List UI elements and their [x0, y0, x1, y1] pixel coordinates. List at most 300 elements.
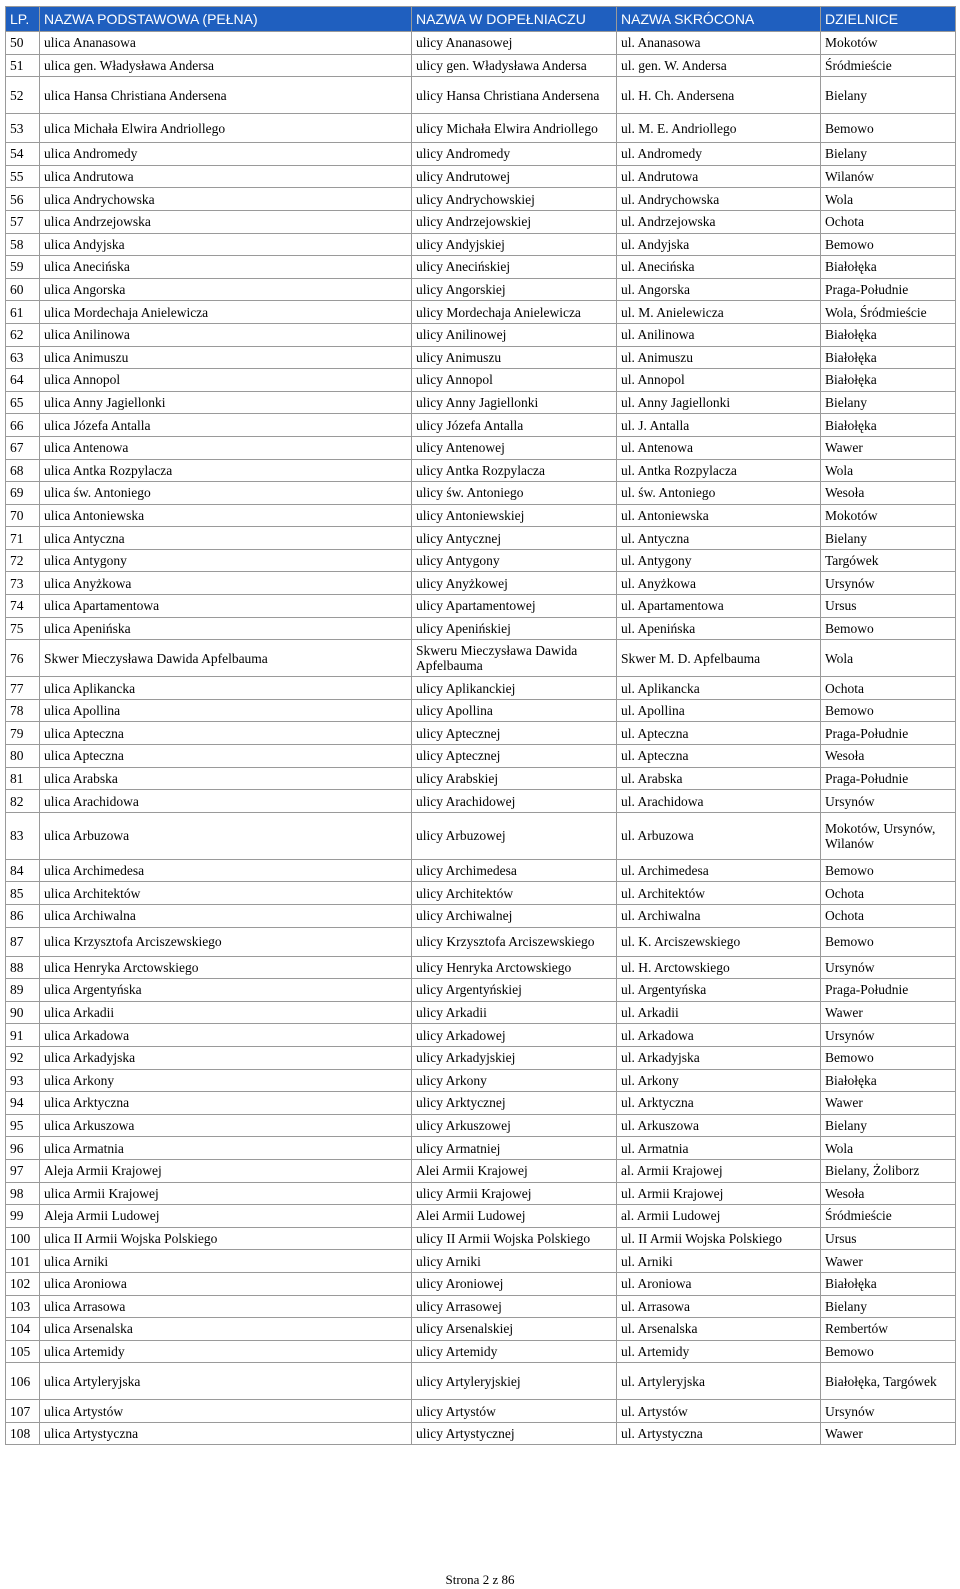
row-number-cell: 72 — [6, 549, 40, 572]
table-row — [6, 1250, 956, 1273]
districts-cell: Bielany — [821, 77, 956, 114]
full-name-cell: ulica Anyżkowa — [40, 572, 412, 595]
row-number-cell: 68 — [6, 459, 40, 482]
full-name-cell: ulica Arniki — [40, 1250, 412, 1273]
genitive-name-cell: ulicy Antenowej — [412, 436, 617, 459]
table-row — [6, 1137, 956, 1160]
districts-cell: Rembertów — [821, 1318, 956, 1341]
table-row — [6, 323, 956, 346]
row-number-cell: 77 — [6, 677, 40, 700]
full-name-cell: ulica Henryka Arctowskiego — [40, 956, 412, 979]
full-name-cell: ulica Artyleryjska — [40, 1363, 412, 1400]
table-row — [6, 210, 956, 233]
table-row — [6, 32, 956, 55]
short-name-cell: ul. M. E. Andriollego — [617, 114, 821, 143]
row-number-cell: 76 — [6, 640, 40, 677]
table-row — [6, 1227, 956, 1250]
short-name-cell: ul. Arniki — [617, 1250, 821, 1273]
full-name-cell: ulica Arktyczna — [40, 1092, 412, 1115]
districts-cell: Wawer — [821, 436, 956, 459]
districts-cell: Ursynów — [821, 1400, 956, 1423]
full-name-cell: ulica Ananasowa — [40, 32, 412, 55]
full-name-cell: ulica Apteczna — [40, 722, 412, 745]
col-header-districts: DZIELNICE — [821, 7, 956, 32]
row-number-cell: 57 — [6, 210, 40, 233]
districts-cell: Białołęka — [821, 414, 956, 437]
row-number-cell: 100 — [6, 1227, 40, 1250]
genitive-name-cell: ulicy Archiwalnej — [412, 905, 617, 928]
table-row — [6, 77, 956, 114]
short-name-cell: ul. H. Arctowskiego — [617, 956, 821, 979]
full-name-cell: ulica Michała Elwira Andriollego — [40, 114, 412, 143]
short-name-cell: ul. Armii Krajowej — [617, 1182, 821, 1205]
table-row — [6, 722, 956, 745]
genitive-name-cell: ulicy Argentyńskiej — [412, 979, 617, 1002]
table-row — [6, 927, 956, 956]
row-number-cell: 61 — [6, 301, 40, 324]
genitive-name-cell: ulicy Mordechaja Anielewicza — [412, 301, 617, 324]
row-number-cell: 75 — [6, 617, 40, 640]
full-name-cell: ulica Arrasowa — [40, 1295, 412, 1318]
genitive-name-cell: ulicy Krzysztofa Arciszewskiego — [412, 927, 617, 956]
genitive-name-cell: ulicy Arsenalskiej — [412, 1318, 617, 1341]
table-row — [6, 346, 956, 369]
short-name-cell: al. Armii Krajowej — [617, 1159, 821, 1182]
row-number-cell: 90 — [6, 1001, 40, 1024]
full-name-cell: ulica Arkuszowa — [40, 1114, 412, 1137]
table-row — [6, 1400, 956, 1423]
table-row — [6, 1092, 956, 1115]
short-name-cell: ul. Andrutowa — [617, 165, 821, 188]
genitive-name-cell: Skweru Mieczysława Dawida Apfelbauma — [412, 640, 617, 677]
full-name-cell: ulica Annopol — [40, 369, 412, 392]
table-row — [6, 114, 956, 143]
table-row — [6, 256, 956, 279]
table-row — [6, 188, 956, 211]
genitive-name-cell: Alei Armii Krajowej — [412, 1159, 617, 1182]
genitive-name-cell: ulicy Arrasowej — [412, 1295, 617, 1318]
genitive-name-cell: ulicy Anecińskiej — [412, 256, 617, 279]
short-name-cell: ul. Antka Rozpylacza — [617, 459, 821, 482]
full-name-cell: ulica Apollina — [40, 699, 412, 722]
genitive-name-cell: ulicy Artyleryjskiej — [412, 1363, 617, 1400]
row-number-cell: 50 — [6, 32, 40, 55]
short-name-cell: ul. Ananasowa — [617, 32, 821, 55]
short-name-cell: ul. J. Antalla — [617, 414, 821, 437]
row-number-cell: 106 — [6, 1363, 40, 1400]
row-number-cell: 74 — [6, 595, 40, 618]
row-number-cell: 99 — [6, 1205, 40, 1228]
full-name-cell: ulica Krzysztofa Arciszewskiego — [40, 927, 412, 956]
table-row — [6, 882, 956, 905]
genitive-name-cell: ulicy Józefa Antalla — [412, 414, 617, 437]
table-row — [6, 1001, 956, 1024]
genitive-name-cell: ulicy Ananasowej — [412, 32, 617, 55]
row-number-cell: 67 — [6, 436, 40, 459]
full-name-cell: ulica Arkadowa — [40, 1024, 412, 1047]
districts-cell: Targówek — [821, 549, 956, 572]
table-row — [6, 745, 956, 768]
short-name-cell: ul. Andyjska — [617, 233, 821, 256]
row-number-cell: 73 — [6, 572, 40, 595]
row-number-cell: 78 — [6, 699, 40, 722]
full-name-cell: ulica Antygony — [40, 549, 412, 572]
row-number-cell: 88 — [6, 956, 40, 979]
table-row — [6, 1182, 956, 1205]
table-row — [6, 1024, 956, 1047]
districts-cell: Wola, Śródmieście — [821, 301, 956, 324]
short-name-cell: ul. Artystyczna — [617, 1422, 821, 1445]
row-number-cell: 70 — [6, 504, 40, 527]
table-row — [6, 956, 956, 979]
table-row — [6, 1046, 956, 1069]
genitive-name-cell: ulicy św. Antoniego — [412, 482, 617, 505]
table-row — [6, 1318, 956, 1341]
districts-cell: Białołęka — [821, 369, 956, 392]
full-name-cell: ulica Apartamentowa — [40, 595, 412, 618]
districts-cell: Bemowo — [821, 114, 956, 143]
genitive-name-cell: ulicy Apollina — [412, 699, 617, 722]
table-row — [6, 54, 956, 77]
short-name-cell: ul. H. Ch. Andersena — [617, 77, 821, 114]
full-name-cell: ulica Animuszu — [40, 346, 412, 369]
row-number-cell: 92 — [6, 1046, 40, 1069]
row-number-cell: 87 — [6, 927, 40, 956]
genitive-name-cell: ulicy Annopol — [412, 369, 617, 392]
col-header-short-name: NAZWA SKRÓCONA — [617, 7, 821, 32]
genitive-name-cell: ulicy Andromedy — [412, 143, 617, 166]
row-number-cell: 89 — [6, 979, 40, 1002]
full-name-cell: ulica Anecińska — [40, 256, 412, 279]
short-name-cell: ul. Arsenalska — [617, 1318, 821, 1341]
genitive-name-cell: ulicy Antygony — [412, 549, 617, 572]
districts-cell: Praga-Południe — [821, 722, 956, 745]
genitive-name-cell: ulicy Arachidowej — [412, 790, 617, 813]
genitive-name-cell: ulicy Archimedesa — [412, 859, 617, 882]
table-row — [6, 640, 956, 677]
genitive-name-cell: ulicy Anilinowej — [412, 323, 617, 346]
row-number-cell: 86 — [6, 905, 40, 928]
full-name-cell: ulica Aroniowa — [40, 1272, 412, 1295]
page-number: Strona 2 z 86 — [445, 1572, 515, 1587]
street-table — [5, 6, 956, 1445]
full-name-cell: ulica Argentyńska — [40, 979, 412, 1002]
row-number-cell: 101 — [6, 1250, 40, 1273]
full-name-cell: ulica Architektów — [40, 882, 412, 905]
table-row — [6, 905, 956, 928]
genitive-name-cell: ulicy gen. Władysława Andersa — [412, 54, 617, 77]
full-name-cell: ulica Arkadyjska — [40, 1046, 412, 1069]
table-row — [6, 1114, 956, 1137]
genitive-name-cell: ulicy Antycznej — [412, 527, 617, 550]
table-row — [6, 414, 956, 437]
table-row — [6, 482, 956, 505]
table-row — [6, 143, 956, 166]
table-row — [6, 767, 956, 790]
row-number-cell: 60 — [6, 278, 40, 301]
districts-cell: Wawer — [821, 1250, 956, 1273]
districts-cell: Wilanów — [821, 165, 956, 188]
genitive-name-cell: ulicy Armatniej — [412, 1137, 617, 1160]
table-row — [6, 812, 956, 859]
row-number-cell: 80 — [6, 745, 40, 768]
short-name-cell: ul. Arrasowa — [617, 1295, 821, 1318]
table-row — [6, 859, 956, 882]
districts-cell: Bemowo — [821, 927, 956, 956]
row-number-cell: 56 — [6, 188, 40, 211]
districts-cell: Białołęka — [821, 346, 956, 369]
short-name-cell: ul. M. Anielewicza — [617, 301, 821, 324]
genitive-name-cell: ulicy Aplikanckiej — [412, 677, 617, 700]
row-number-cell: 98 — [6, 1182, 40, 1205]
short-name-cell: ul. Artystów — [617, 1400, 821, 1423]
full-name-cell: ulica Andromedy — [40, 143, 412, 166]
full-name-cell: ulica Antoniewska — [40, 504, 412, 527]
districts-cell: Ursynów — [821, 1024, 956, 1047]
genitive-name-cell: ulicy Architektów — [412, 882, 617, 905]
table-row — [6, 617, 956, 640]
districts-cell: Bemowo — [821, 1046, 956, 1069]
genitive-name-cell: ulicy Artystów — [412, 1400, 617, 1423]
districts-cell: Śródmieście — [821, 54, 956, 77]
genitive-name-cell: ulicy Andrutowej — [412, 165, 617, 188]
row-number-cell: 102 — [6, 1272, 40, 1295]
col-header-lp: LP. — [6, 7, 40, 32]
districts-cell: Ochota — [821, 905, 956, 928]
street-register — [5, 6, 955, 1445]
short-name-cell: ul. Anilinowa — [617, 323, 821, 346]
districts-cell: Wola — [821, 640, 956, 677]
table-row — [6, 790, 956, 813]
full-name-cell: ulica Antyczna — [40, 527, 412, 550]
genitive-name-cell: ulicy Arkony — [412, 1069, 617, 1092]
genitive-name-cell: ulicy II Armii Wojska Polskiego — [412, 1227, 617, 1250]
genitive-name-cell: ulicy Artemidy — [412, 1340, 617, 1363]
short-name-cell: ul. Aplikancka — [617, 677, 821, 700]
districts-cell: Bemowo — [821, 617, 956, 640]
table-body — [6, 32, 956, 1445]
row-number-cell: 97 — [6, 1159, 40, 1182]
table-row — [6, 301, 956, 324]
short-name-cell: ul. Armatnia — [617, 1137, 821, 1160]
districts-cell: Ochota — [821, 210, 956, 233]
full-name-cell: ulica Armatnia — [40, 1137, 412, 1160]
row-number-cell: 107 — [6, 1400, 40, 1423]
full-name-cell: ulica Andrzejowska — [40, 210, 412, 233]
table-row — [6, 459, 956, 482]
genitive-name-cell: ulicy Angorskiej — [412, 278, 617, 301]
short-name-cell: ul. Antygony — [617, 549, 821, 572]
short-name-cell: ul. Annopol — [617, 369, 821, 392]
full-name-cell: ulica Arsenalska — [40, 1318, 412, 1341]
full-name-cell: ulica Arachidowa — [40, 790, 412, 813]
districts-cell: Białołęka, Targówek — [821, 1363, 956, 1400]
full-name-cell: ulica Antka Rozpylacza — [40, 459, 412, 482]
full-name-cell: ulica Artystów — [40, 1400, 412, 1423]
districts-cell: Bielany — [821, 391, 956, 414]
full-name-cell: ulica Andrychowska — [40, 188, 412, 211]
districts-cell: Wola — [821, 459, 956, 482]
full-name-cell: ulica Angorska — [40, 278, 412, 301]
row-number-cell: 79 — [6, 722, 40, 745]
districts-cell: Wola — [821, 1137, 956, 1160]
districts-cell: Bielany, Żoliborz — [821, 1159, 956, 1182]
districts-cell: Mokotów — [821, 504, 956, 527]
table-row — [6, 1205, 956, 1228]
genitive-name-cell: ulicy Michała Elwira Andriollego — [412, 114, 617, 143]
short-name-cell: al. Armii Ludowej — [617, 1205, 821, 1228]
short-name-cell: ul. Anecińska — [617, 256, 821, 279]
districts-cell: Bielany — [821, 527, 956, 550]
districts-cell: Białołęka — [821, 256, 956, 279]
short-name-cell: ul. Arkadyjska — [617, 1046, 821, 1069]
districts-cell: Bemowo — [821, 1340, 956, 1363]
genitive-name-cell: ulicy Antoniewskiej — [412, 504, 617, 527]
row-number-cell: 55 — [6, 165, 40, 188]
row-number-cell: 52 — [6, 77, 40, 114]
short-name-cell: ul. K. Arciszewskiego — [617, 927, 821, 956]
districts-cell: Ursus — [821, 595, 956, 618]
short-name-cell: ul. gen. W. Andersa — [617, 54, 821, 77]
table-row — [6, 165, 956, 188]
table-row — [6, 1340, 956, 1363]
districts-cell: Praga-Południe — [821, 278, 956, 301]
genitive-name-cell: ulicy Arkadowej — [412, 1024, 617, 1047]
full-name-cell: ulica Apenińska — [40, 617, 412, 640]
genitive-name-cell: ulicy Antka Rozpylacza — [412, 459, 617, 482]
row-number-cell: 65 — [6, 391, 40, 414]
districts-cell: Ochota — [821, 677, 956, 700]
full-name-cell: ulica Arabska — [40, 767, 412, 790]
districts-cell: Ursynów — [821, 956, 956, 979]
short-name-cell: ul. św. Antoniego — [617, 482, 821, 505]
genitive-name-cell: ulicy Arktycznej — [412, 1092, 617, 1115]
districts-cell: Ursynów — [821, 790, 956, 813]
genitive-name-cell: ulicy Arabskiej — [412, 767, 617, 790]
full-name-cell: ulica Artystyczna — [40, 1422, 412, 1445]
districts-cell: Bielany — [821, 1114, 956, 1137]
short-name-cell: ul. Arkadii — [617, 1001, 821, 1024]
table-row — [6, 1272, 956, 1295]
row-number-cell: 91 — [6, 1024, 40, 1047]
table-row — [6, 1069, 956, 1092]
districts-cell: Wawer — [821, 1092, 956, 1115]
table-row — [6, 233, 956, 256]
full-name-cell: Skwer Mieczysława Dawida Apfelbauma — [40, 640, 412, 677]
short-name-cell: ul. II Armii Wojska Polskiego — [617, 1227, 821, 1250]
row-number-cell: 62 — [6, 323, 40, 346]
table-row — [6, 391, 956, 414]
table-row — [6, 572, 956, 595]
row-number-cell: 59 — [6, 256, 40, 279]
genitive-name-cell: ulicy Anyżkowej — [412, 572, 617, 595]
genitive-name-cell: ulicy Arkadyjskiej — [412, 1046, 617, 1069]
genitive-name-cell: ulicy Anny Jagiellonki — [412, 391, 617, 414]
genitive-name-cell: ulicy Andrzejowskiej — [412, 210, 617, 233]
districts-cell: Mokotów, Ursynów, Wilanów — [821, 812, 956, 859]
full-name-cell: ulica Apteczna — [40, 745, 412, 768]
table-row — [6, 436, 956, 459]
short-name-cell: ul. Aroniowa — [617, 1272, 821, 1295]
full-name-cell: ulica gen. Władysława Andersa — [40, 54, 412, 77]
full-name-cell: ulica Aplikancka — [40, 677, 412, 700]
row-number-cell: 63 — [6, 346, 40, 369]
row-number-cell: 85 — [6, 882, 40, 905]
short-name-cell: ul. Archimedesa — [617, 859, 821, 882]
districts-cell: Wola — [821, 188, 956, 211]
full-name-cell: Aleja Armii Krajowej — [40, 1159, 412, 1182]
short-name-cell: ul. Andrychowska — [617, 188, 821, 211]
genitive-name-cell: ulicy Aroniowej — [412, 1272, 617, 1295]
short-name-cell: ul. Architektów — [617, 882, 821, 905]
genitive-name-cell: ulicy Arkadii — [412, 1001, 617, 1024]
districts-cell: Białołęka — [821, 323, 956, 346]
short-name-cell: ul. Arachidowa — [617, 790, 821, 813]
row-number-cell: 71 — [6, 527, 40, 550]
short-name-cell: ul. Arkadowa — [617, 1024, 821, 1047]
full-name-cell: ulica Arkadii — [40, 1001, 412, 1024]
row-number-cell: 58 — [6, 233, 40, 256]
full-name-cell: ulica Artemidy — [40, 1340, 412, 1363]
genitive-name-cell: ulicy Animuszu — [412, 346, 617, 369]
full-name-cell: ulica Andyjska — [40, 233, 412, 256]
short-name-cell: Skwer M. D. Apfelbauma — [617, 640, 821, 677]
col-header-full-name: NAZWA PODSTAWOWA (PEŁNA) — [40, 7, 412, 32]
short-name-cell: ul. Andromedy — [617, 143, 821, 166]
row-number-cell: 94 — [6, 1092, 40, 1115]
full-name-cell: ulica Anny Jagiellonki — [40, 391, 412, 414]
table-row — [6, 699, 956, 722]
table-row — [6, 979, 956, 1002]
short-name-cell: ul. Anyżkowa — [617, 572, 821, 595]
row-number-cell: 95 — [6, 1114, 40, 1137]
districts-cell: Bemowo — [821, 859, 956, 882]
districts-cell: Bielany — [821, 1295, 956, 1318]
short-name-cell: ul. Arabska — [617, 767, 821, 790]
short-name-cell: ul. Arbuzowa — [617, 812, 821, 859]
genitive-name-cell: ulicy Apartamentowej — [412, 595, 617, 618]
table-row — [6, 595, 956, 618]
full-name-cell: ulica Arkony — [40, 1069, 412, 1092]
genitive-name-cell: ulicy Aptecznej — [412, 745, 617, 768]
short-name-cell: ul. Apteczna — [617, 745, 821, 768]
districts-cell: Wesoła — [821, 745, 956, 768]
full-name-cell: ulica Andrutowa — [40, 165, 412, 188]
row-number-cell: 96 — [6, 1137, 40, 1160]
table-row — [6, 369, 956, 392]
genitive-name-cell: ulicy Apenińskiej — [412, 617, 617, 640]
districts-cell: Wesoła — [821, 482, 956, 505]
table-row — [6, 1422, 956, 1445]
table-row — [6, 504, 956, 527]
short-name-cell: ul. Andrzejowska — [617, 210, 821, 233]
header-row — [6, 7, 956, 32]
table-row — [6, 1363, 956, 1400]
districts-cell: Bemowo — [821, 233, 956, 256]
short-name-cell: ul. Antenowa — [617, 436, 821, 459]
full-name-cell: ulica Hansa Christiana Andersena — [40, 77, 412, 114]
genitive-name-cell: ulicy Andrychowskiej — [412, 188, 617, 211]
districts-cell: Wesoła — [821, 1182, 956, 1205]
genitive-name-cell: ulicy Arkuszowej — [412, 1114, 617, 1137]
row-number-cell: 66 — [6, 414, 40, 437]
genitive-name-cell: ulicy Aptecznej — [412, 722, 617, 745]
genitive-name-cell: Alei Armii Ludowej — [412, 1205, 617, 1228]
full-name-cell: ulica Antenowa — [40, 436, 412, 459]
genitive-name-cell: ulicy Arbuzowej — [412, 812, 617, 859]
short-name-cell: ul. Antoniewska — [617, 504, 821, 527]
short-name-cell: ul. Arkony — [617, 1069, 821, 1092]
